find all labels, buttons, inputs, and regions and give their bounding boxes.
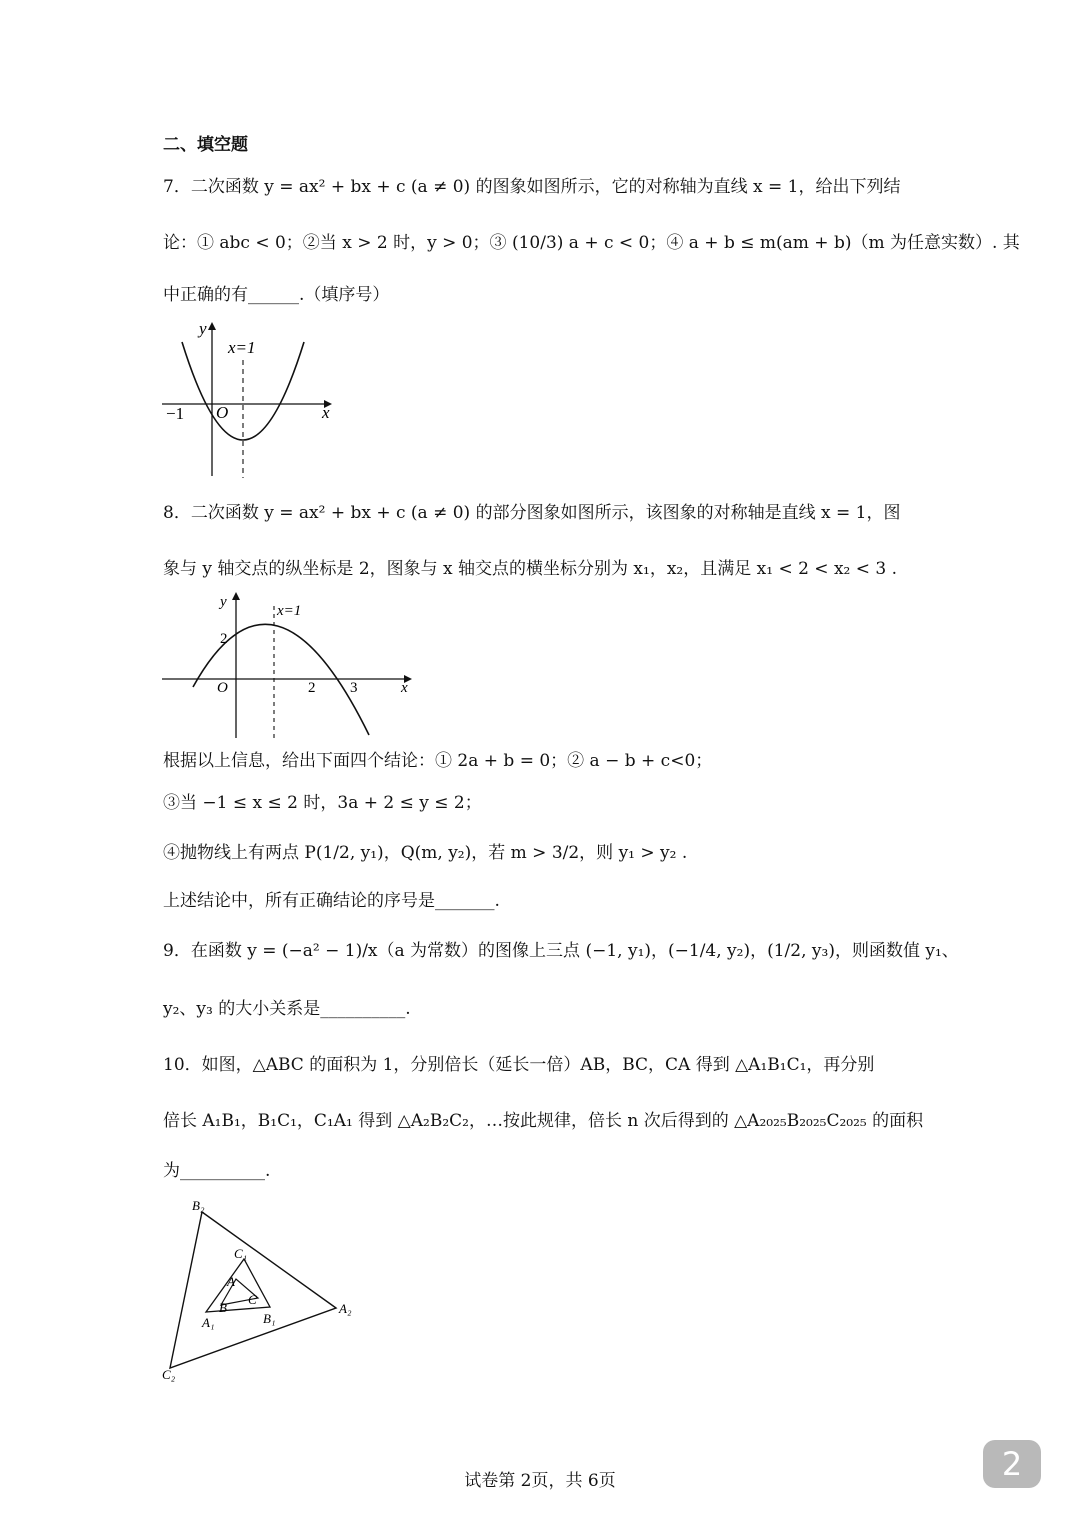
q7-parabola-figure <box>160 318 340 480</box>
label-a2: A₂ <box>339 1301 352 1316</box>
q8-line-4: ③当 −1 ≤ x ≤ 2 时，3a + 2 ≤ y ≤ 2； <box>163 793 482 813</box>
y-axis-label: y <box>199 319 207 338</box>
q10-line-2: 倍长 A₁B₁，B₁C₁，C₁A₁ 得到 △A₂B₂C₂，…按此规律，倍长 n 次后得到的 △A₂₀₂₅B₂₀₂₅C₂₀₂₅ 的面积 <box>163 1111 924 1131</box>
q10-triangle-figure <box>160 1196 360 1386</box>
label-c2: C₂ <box>162 1367 176 1382</box>
q8-line-1: 8．二次函数 y = ax² + bx + c (a ≠ 0) 的部分图象如图所示，该图象的对称轴是直线 x = 1，图 <box>163 503 901 523</box>
x-axis-label: x <box>322 403 330 422</box>
origin-label: O <box>217 680 228 696</box>
triangle-a2b2c2 <box>170 1212 336 1368</box>
q8-line-6: 上述结论中，所有正确结论的序号是_______. <box>163 891 500 911</box>
label-b2: B₂ <box>192 1198 205 1213</box>
q9-line-1: 9．在函数 y = (−a² − 1)/x（a 为常数）的图像上三点 (−1, y₁)，(−1/4, y₂)，(1/2, y₃)，则函数值 y₁、 <box>163 941 959 961</box>
q8-parabola-figure <box>160 590 420 740</box>
x-tick-3-label: 3 <box>350 680 358 696</box>
q8-line-5: ④抛物线上有两点 P(1/2, y₁)，Q(m, y₂)，若 m > 3/2，则 y₁ > y₂ . <box>163 843 688 863</box>
q7-line-3: 中正确的有______.（填序号） <box>163 285 390 305</box>
q10-line-3: 为__________. <box>163 1161 271 1181</box>
q8-line-2: 象与 y 轴交点的纵坐标是 2，图象与 x 轴交点的横坐标分别为 x₁，x₂，且满足 x₁ < 2 < x₂ < 3 . <box>163 559 898 579</box>
label-b: B <box>219 1300 227 1315</box>
y-axis-arrow <box>232 592 240 600</box>
label-b1: B₁ <box>263 1311 276 1326</box>
label-c1: C₁ <box>234 1246 248 1261</box>
q9-line-2: y₂、y₃ 的大小关系是__________. <box>163 999 411 1019</box>
q8-line-3: 根据以上信息，给出下面四个结论：① 2a + b = 0；② a − b + c<0； <box>163 751 713 771</box>
y-axis-arrow <box>208 322 216 330</box>
y-tick-label: 2 <box>220 631 228 647</box>
symmetry-label: x=1 <box>277 603 302 619</box>
symmetry-label: x=1 <box>228 338 256 357</box>
section-title: 二、填空题 <box>163 135 248 155</box>
label-c: C <box>248 1292 257 1307</box>
x-axis-label: x <box>401 680 408 696</box>
neg-one-label: −1 <box>166 404 185 423</box>
label-a: A <box>227 1274 235 1289</box>
y-axis-label: y <box>220 594 227 610</box>
q10-line-1: 10．如图，△ABC 的面积为 1，分别倍长（延长一倍）AB，BC，CA 得到 △A₁B₁C₁，再分别 <box>163 1055 875 1075</box>
triangle-a1b1c1 <box>206 1259 270 1312</box>
origin-label: O <box>216 403 229 422</box>
x-tick-2-label: 2 <box>308 680 316 696</box>
q7-line-1: 7．二次函数 y = ax² + bx + c (a ≠ 0) 的图象如图所示，它的对称轴为直线 x = 1，给出下列结 <box>163 177 901 197</box>
page-footer: 试卷第 2页，共 6页 <box>464 1471 616 1491</box>
q7-line-2: 论：① abc < 0；②当 x > 2 时，y > 0；③ (10/3) a + c < 0；④ a + b ≤ m(am + b)（m 为任意实数）. 其 <box>163 233 1020 253</box>
label-a1: A₁ <box>202 1315 215 1330</box>
page-number-badge: 2 <box>983 1440 1041 1488</box>
